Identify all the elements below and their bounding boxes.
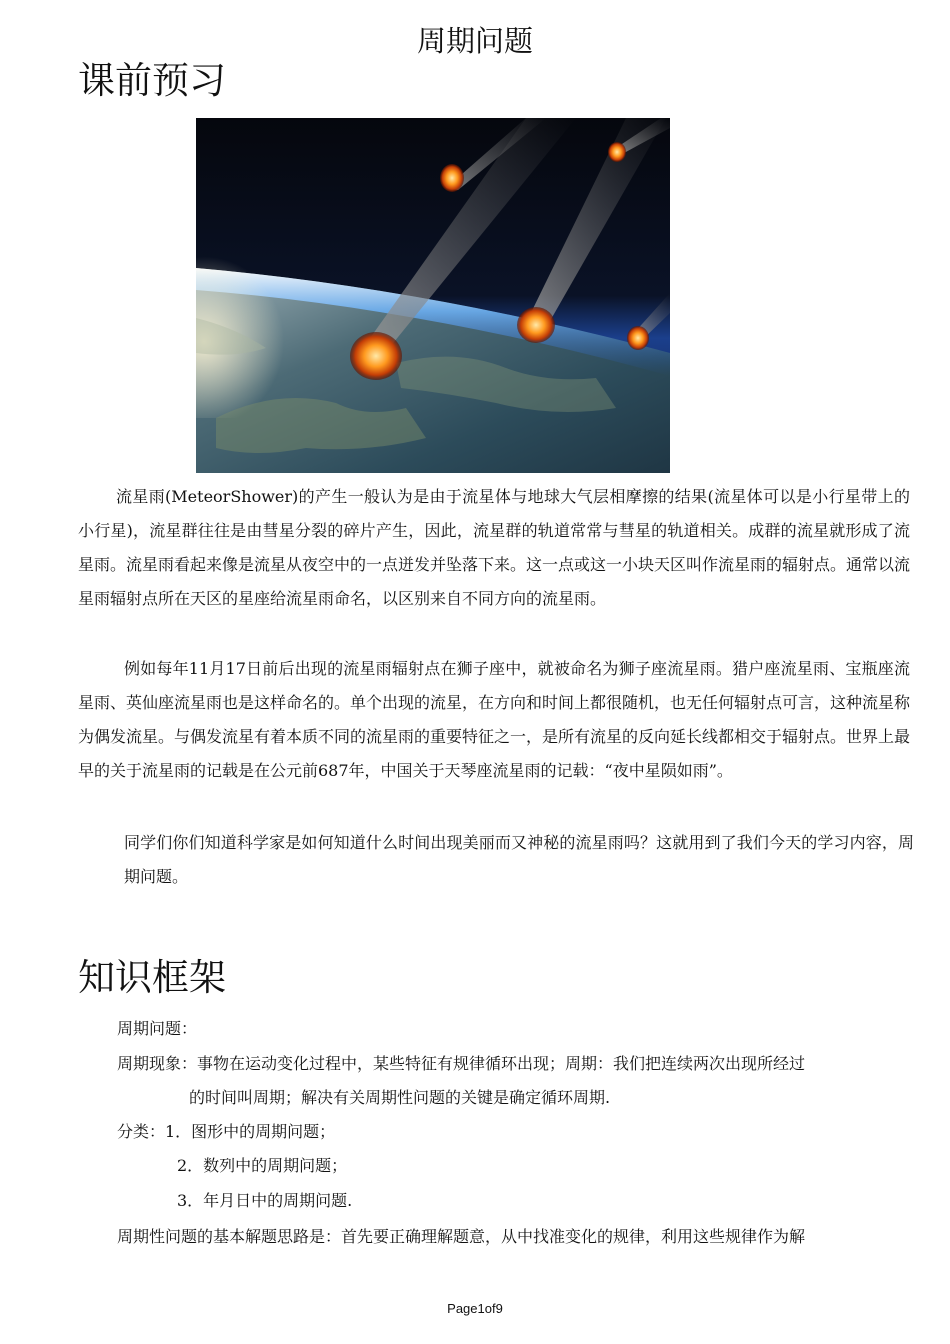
page-number: Page1of9 — [447, 1301, 503, 1316]
preview-paragraph: 例如每年11月17日前后出现的流星雨辐射点在狮子座中，就被命名为狮子座流星雨。猎户座流星雨、宝瓶座流星雨、英仙座流星雨也是这样命名的。单个出现的流星，在方向和时间上都很随机，也无任何辐射点可言，这种流星称为偶发流星。与偶发流星有着本质不同的流星雨的重要特征之一，是所有流星的反向延长线都相交于辐射点。世界上最早的关于流星雨的记载是在公元前687年，中国关于天琴座流星雨的记载：“夜中星陨如雨”。 — [78, 659, 911, 780]
classification-item: 分类：1．图形中的周期问题； — [117, 1122, 336, 1141]
classification-item: 2．数列中的周期问题； — [177, 1156, 348, 1175]
framework-intro: 周期问题： — [117, 1019, 198, 1038]
preview-paragraph: 流星雨(MeteorShower)的产生一般认为是由于流星体与地球大气层相摩擦的结果(流星体可以是小行星带上的小行星)，流星群往往是由彗星分裂的碎片产生，因此，流星群的轨道常常与彗星的轨道相关。成群的流星就形成了流星雨。流星雨看起来像是流星从夜空中的一点迸发并坠落下来。这一点或这一小块天区叫作流星雨的辐射点。通常以流星雨辐射点所在天区的星座给流星雨命名，以区别来自不同方向的流星雨。 — [78, 487, 911, 608]
document-title: 周期问题 — [416, 24, 533, 58]
meteor-shower-image — [196, 118, 670, 473]
definition-line: 的时间叫周期；解决有关周期性问题的关键是确定循环周期. — [189, 1088, 611, 1107]
classification-item: 3．年月日中的周期问题. — [177, 1191, 353, 1210]
section-heading-preview: 课前预习 — [78, 59, 226, 102]
preview-paragraph: 同学们你们知道科学家是如何知道什么时间出现美丽而又神秘的流星雨吗？这就用到了我们今天的学习内容，周期问题。 — [124, 833, 914, 886]
framework-method: 周期性问题的基本解题思路是：首先要正确理解题意，从中找准变化的规律，利用这些规律作为解 — [117, 1227, 806, 1246]
section-heading-framework: 知识框架 — [78, 956, 226, 999]
framework-definition — [117, 1047, 912, 1115]
definition-line: 周期现象：事物在运动变化过程中，某些特征有规律循环出现；周期：我们把连续两次出现所经过 — [117, 1054, 806, 1073]
